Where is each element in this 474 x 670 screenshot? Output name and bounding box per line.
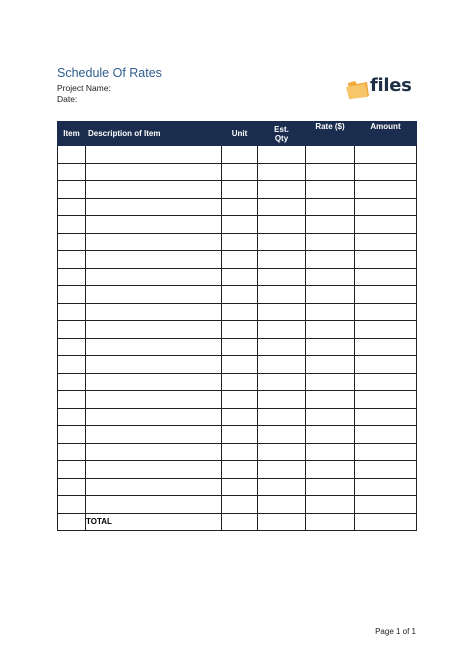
table-cell[interactable] [58,268,86,286]
table-cell[interactable] [258,303,306,321]
table-cell[interactable] [355,268,417,286]
table-cell[interactable] [86,303,222,321]
table-cell[interactable] [222,303,258,321]
table-cell[interactable] [86,356,222,374]
rates-table [57,121,417,531]
table-row [58,163,417,181]
table-cell[interactable] [222,478,258,496]
table-cell[interactable] [306,251,355,269]
table-cell[interactable] [58,163,86,181]
table-cell[interactable] [306,198,355,216]
table-cell[interactable] [355,373,417,391]
table-cell[interactable] [86,426,222,444]
table-cell[interactable] [58,408,86,426]
table-cell[interactable] [86,338,222,356]
table-cell[interactable] [222,338,258,356]
table-cell[interactable] [58,286,86,304]
table-cell[interactable] [306,496,355,514]
table-cell[interactable] [355,181,417,199]
table-cell[interactable] [355,163,417,181]
table-row [58,356,417,374]
table-cell[interactable] [86,251,222,269]
table-cell[interactable] [222,356,258,374]
table-cell[interactable] [86,286,222,304]
table-cell[interactable] [355,198,417,216]
table-cell[interactable] [222,373,258,391]
total-cell[interactable] [355,513,417,531]
table-cell[interactable] [306,478,355,496]
table-cell[interactable] [86,163,222,181]
table-cell[interactable] [258,338,306,356]
header-unit: Unit [222,122,258,146]
table-cell[interactable] [258,163,306,181]
table-cell[interactable] [86,233,222,251]
table-cell[interactable] [222,198,258,216]
total-cell[interactable] [58,513,86,531]
table-row [58,198,417,216]
table-row [58,321,417,339]
table-cell[interactable] [222,163,258,181]
header-amount: Amount [355,122,417,146]
table-cell[interactable] [306,426,355,444]
table-cell[interactable] [86,391,222,409]
table-cell[interactable] [58,478,86,496]
table-row [58,146,417,164]
table-cell[interactable] [355,426,417,444]
table-cell[interactable] [306,233,355,251]
table-cell[interactable] [222,286,258,304]
table-cell[interactable] [258,408,306,426]
table-row [58,426,417,444]
table-cell[interactable] [258,426,306,444]
table-cell[interactable] [58,251,86,269]
total-label: TOTAL [86,513,222,531]
table-cell[interactable] [306,146,355,164]
table-cell[interactable] [355,286,417,304]
table-cell[interactable] [306,443,355,461]
table-cell[interactable] [222,268,258,286]
table-cell[interactable] [306,391,355,409]
header-item: Item [58,122,86,146]
table-cell[interactable] [355,496,417,514]
table-cell[interactable] [86,321,222,339]
folder-icon [345,78,371,100]
header-est-qty: Est. Qty [258,122,306,146]
table-cell[interactable] [355,408,417,426]
table-cell[interactable] [258,391,306,409]
table-cell[interactable] [222,426,258,444]
table-cell[interactable] [258,233,306,251]
table-cell[interactable] [86,181,222,199]
table-cell[interactable] [355,216,417,234]
table-cell[interactable] [86,268,222,286]
table-row [58,303,417,321]
table-cell[interactable] [355,338,417,356]
table-cell[interactable] [222,251,258,269]
table-cell[interactable] [306,303,355,321]
table-cell[interactable] [355,443,417,461]
document-title: Schedule Of Rates [57,66,162,80]
table-cell[interactable] [258,286,306,304]
table-cell[interactable] [306,321,355,339]
table-cell[interactable] [355,356,417,374]
table-cell[interactable] [58,338,86,356]
table-cell[interactable] [306,461,355,479]
table-cell[interactable] [222,181,258,199]
table-cell[interactable] [258,373,306,391]
table-cell[interactable] [355,251,417,269]
table-cell[interactable] [258,251,306,269]
table-row [58,443,417,461]
header-rate: Rate ($) [306,122,355,146]
table-cell[interactable] [258,268,306,286]
table-cell[interactable] [222,461,258,479]
table-cell[interactable] [258,443,306,461]
table-cell[interactable] [306,216,355,234]
page-number: Page 1 of 1 [375,627,416,636]
table-cell[interactable] [58,496,86,514]
project-name-label: Project Name: [57,83,111,93]
table-cell[interactable] [306,286,355,304]
table-cell[interactable] [258,321,306,339]
table-cell[interactable] [222,146,258,164]
table-cell[interactable] [86,146,222,164]
date-label: Date: [57,94,78,104]
table-cell[interactable] [258,198,306,216]
table-cell[interactable] [58,443,86,461]
table-cell[interactable] [58,373,86,391]
table-cell[interactable] [86,461,222,479]
table-cell[interactable] [58,391,86,409]
table-cell[interactable] [306,373,355,391]
table-cell[interactable] [222,408,258,426]
table-row [58,461,417,479]
table-cell[interactable] [355,391,417,409]
table-cell[interactable] [58,321,86,339]
table-cell[interactable] [222,233,258,251]
table-row [58,233,417,251]
table-cell[interactable] [86,198,222,216]
table-row [58,478,417,496]
table-cell[interactable] [222,496,258,514]
table-cell[interactable] [258,356,306,374]
table-cell[interactable] [355,461,417,479]
table-cell[interactable] [58,356,86,374]
files-logo [345,75,420,100]
table-row [58,181,417,199]
table-cell[interactable] [58,233,86,251]
table-cell[interactable] [355,321,417,339]
total-row [58,513,417,531]
table-cell[interactable] [58,146,86,164]
table-cell[interactable] [258,216,306,234]
table-row [58,496,417,514]
table-cell[interactable] [306,408,355,426]
table-row [58,338,417,356]
table-cell[interactable] [58,181,86,199]
table-cell[interactable] [258,146,306,164]
table-cell[interactable] [355,478,417,496]
table-cell[interactable] [86,478,222,496]
table-cell[interactable] [355,303,417,321]
total-cell[interactable] [258,513,306,531]
table-row [58,286,417,304]
table-cell[interactable] [58,426,86,444]
table-row [58,216,417,234]
table-cell[interactable] [306,163,355,181]
table-cell[interactable] [355,146,417,164]
table-cell[interactable] [306,356,355,374]
table-header-row [58,122,417,146]
table-cell[interactable] [306,268,355,286]
table-cell[interactable] [58,461,86,479]
table-cell[interactable] [258,461,306,479]
table-row [58,373,417,391]
table-cell[interactable] [222,391,258,409]
table-cell[interactable] [86,216,222,234]
table-row [58,268,417,286]
table-cell[interactable] [58,216,86,234]
total-cell[interactable] [222,513,258,531]
table-row [58,408,417,426]
table-cell[interactable] [222,443,258,461]
table-row [58,251,417,269]
table-cell[interactable] [306,181,355,199]
table-cell[interactable] [86,443,222,461]
table-cell[interactable] [86,496,222,514]
table-cell[interactable] [258,496,306,514]
table-cell[interactable] [58,303,86,321]
table-cell[interactable] [58,198,86,216]
table-cell[interactable] [86,373,222,391]
total-cell[interactable] [306,513,355,531]
table-row [58,391,417,409]
table-cell[interactable] [355,233,417,251]
table-cell[interactable] [258,181,306,199]
header-description: Description of Item [86,122,222,146]
table-cell[interactable] [222,321,258,339]
table-cell[interactable] [222,216,258,234]
table-cell[interactable] [86,408,222,426]
table-cell[interactable] [258,478,306,496]
logo-wordmark: files [370,75,412,96]
table-cell[interactable] [306,338,355,356]
